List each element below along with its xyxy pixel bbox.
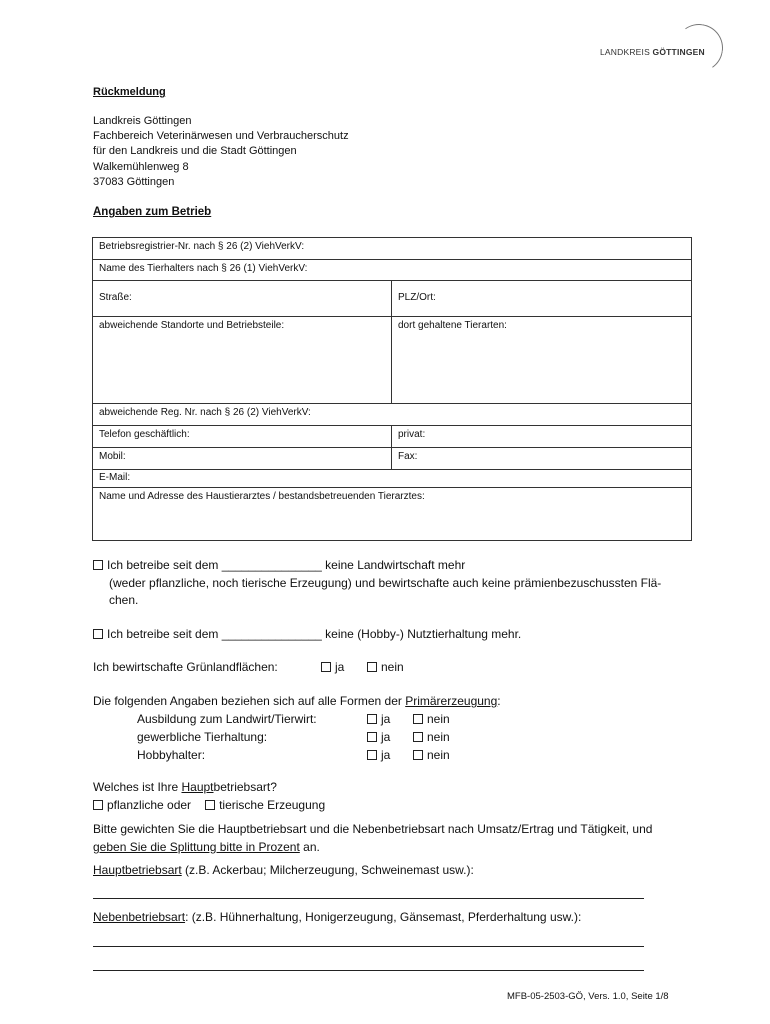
checkbox[interactable] — [413, 732, 423, 742]
q4-row-label: Hobbyhalter: — [137, 748, 206, 762]
vet-field[interactable]: Name und Adresse des Haustierarztes / bestandsbetreuenden Tierarztes: — [99, 491, 425, 502]
owner-name-field[interactable]: Name des Tierhalters nach § 26 (1) ViehVerkV: — [99, 263, 308, 274]
checkbox[interactable] — [413, 750, 423, 760]
document-heading: Rückmeldung — [93, 86, 166, 98]
address-line: für den Landkreis und die Stadt Göttingen — [93, 145, 297, 158]
q1-line2: (weder pflanzliche, noch tierische Erzeugung) und bewirtschafte auch keine prämienbezuschussten Flä- — [109, 576, 662, 590]
checkbox[interactable] — [367, 750, 377, 760]
q1-line1: Ich betreibe seit dem _______________ keine Landwirtschaft mehr — [93, 558, 465, 572]
email-field[interactable]: E-Mail: — [99, 472, 131, 483]
logo — [597, 24, 717, 70]
neben-answer-line[interactable] — [93, 946, 644, 947]
q5-question: Welches ist Ihre Hauptbetriebsart? — [93, 780, 277, 794]
haupt-answer-line[interactable] — [93, 898, 644, 899]
address-line: Landkreis Göttingen — [93, 115, 192, 127]
footer: MFB-05-2503-GÖ, Vers. 1.0, Seite 1/8 — [507, 991, 669, 1002]
checkbox[interactable] — [93, 560, 103, 570]
q4-row-label: Ausbildung zum Landwirt/Tierwirt: — [137, 712, 317, 726]
alt-reg-nr-field[interactable]: abweichende Reg. Nr. nach § 26 (2) ViehVerkV: — [99, 407, 311, 418]
checkbox[interactable] — [367, 662, 377, 672]
address-line: Walkemühlenweg 8 — [93, 160, 189, 173]
q4-row-label: gewerbliche Tierhaltung: — [137, 730, 268, 744]
mobile-field[interactable]: Mobil: — [93, 448, 392, 469]
q4-row-nein: nein — [413, 748, 450, 762]
reg-nr-field[interactable]: Betriebsregistrier-Nr. nach § 26 (2) ViehVerkV: — [99, 241, 305, 252]
checkbox[interactable] — [205, 800, 215, 810]
q3-ja: ja — [321, 660, 344, 674]
phone-private-field[interactable]: privat: — [398, 429, 426, 440]
checkbox[interactable] — [413, 714, 423, 724]
q4-row-ja: ja — [367, 748, 390, 762]
business-form-table — [92, 237, 692, 541]
checkbox[interactable] — [367, 714, 377, 724]
checkbox[interactable] — [93, 629, 103, 639]
section-title: Angaben zum Betrieb — [93, 206, 212, 218]
address-line: Fachbereich Veterinärwesen und Verbraucherschutz — [93, 130, 349, 143]
address-block — [93, 114, 349, 190]
q6-line2: geben Sie die Splittung bitte in Prozent an. — [93, 840, 320, 854]
q4-row-nein: nein — [413, 712, 450, 726]
neben-answer-line-2[interactable] — [93, 970, 644, 971]
q3-label: Ich bewirtschafte Grünlandflächen: — [93, 660, 278, 674]
haupt-label: Hauptbetriebsart (z.B. Ackerbau; Milcherzeugung, Schweinemast usw.): — [93, 863, 474, 877]
q4-intro: Die folgenden Angaben beziehen sich auf alle Formen der Primärerzeugung: — [93, 694, 501, 708]
q5-options: pflanzliche oder tierische Erzeugung — [93, 798, 325, 812]
q4-row-nein: nein — [413, 730, 450, 744]
neben-label: Nebenbetriebsart: (z.B. Hühnerhaltung, Honigerzeugung, Gänsemast, Pferderhaltung usw.): — [93, 910, 582, 924]
checkbox[interactable] — [321, 662, 331, 672]
locations-field[interactable]: abweichende Standorte und Betriebsteile: — [93, 317, 392, 403]
q4-row-ja: ja — [367, 730, 390, 744]
q4-row-ja: ja — [367, 712, 390, 726]
logo-text: LANDKREIS GÖTTINGEN — [600, 47, 705, 57]
phone-business-field[interactable]: Telefon geschäftlich: — [93, 426, 392, 447]
q2-line: Ich betreibe seit dem _______________ keine (Hobby-) Nutztierhaltung mehr. — [93, 627, 521, 641]
q3-nein: nein — [367, 660, 404, 674]
street-field[interactable]: Straße: — [93, 281, 392, 316]
q6-line1: Bitte gewichten Sie die Hauptbetriebsart und die Nebenbetriebsart nach Umsatz/Ertrag und Tätigkeit, und — [93, 822, 653, 836]
q1-line3: chen. — [109, 593, 139, 607]
fax-field[interactable]: Fax: — [398, 451, 418, 462]
checkbox[interactable] — [367, 732, 377, 742]
animal-species-field[interactable]: dort gehaltene Tierarten: — [398, 320, 507, 331]
checkbox[interactable] — [93, 800, 103, 810]
address-line: 37083 Göttingen — [93, 175, 175, 188]
zip-city-field[interactable]: PLZ/Ort: — [398, 292, 436, 303]
